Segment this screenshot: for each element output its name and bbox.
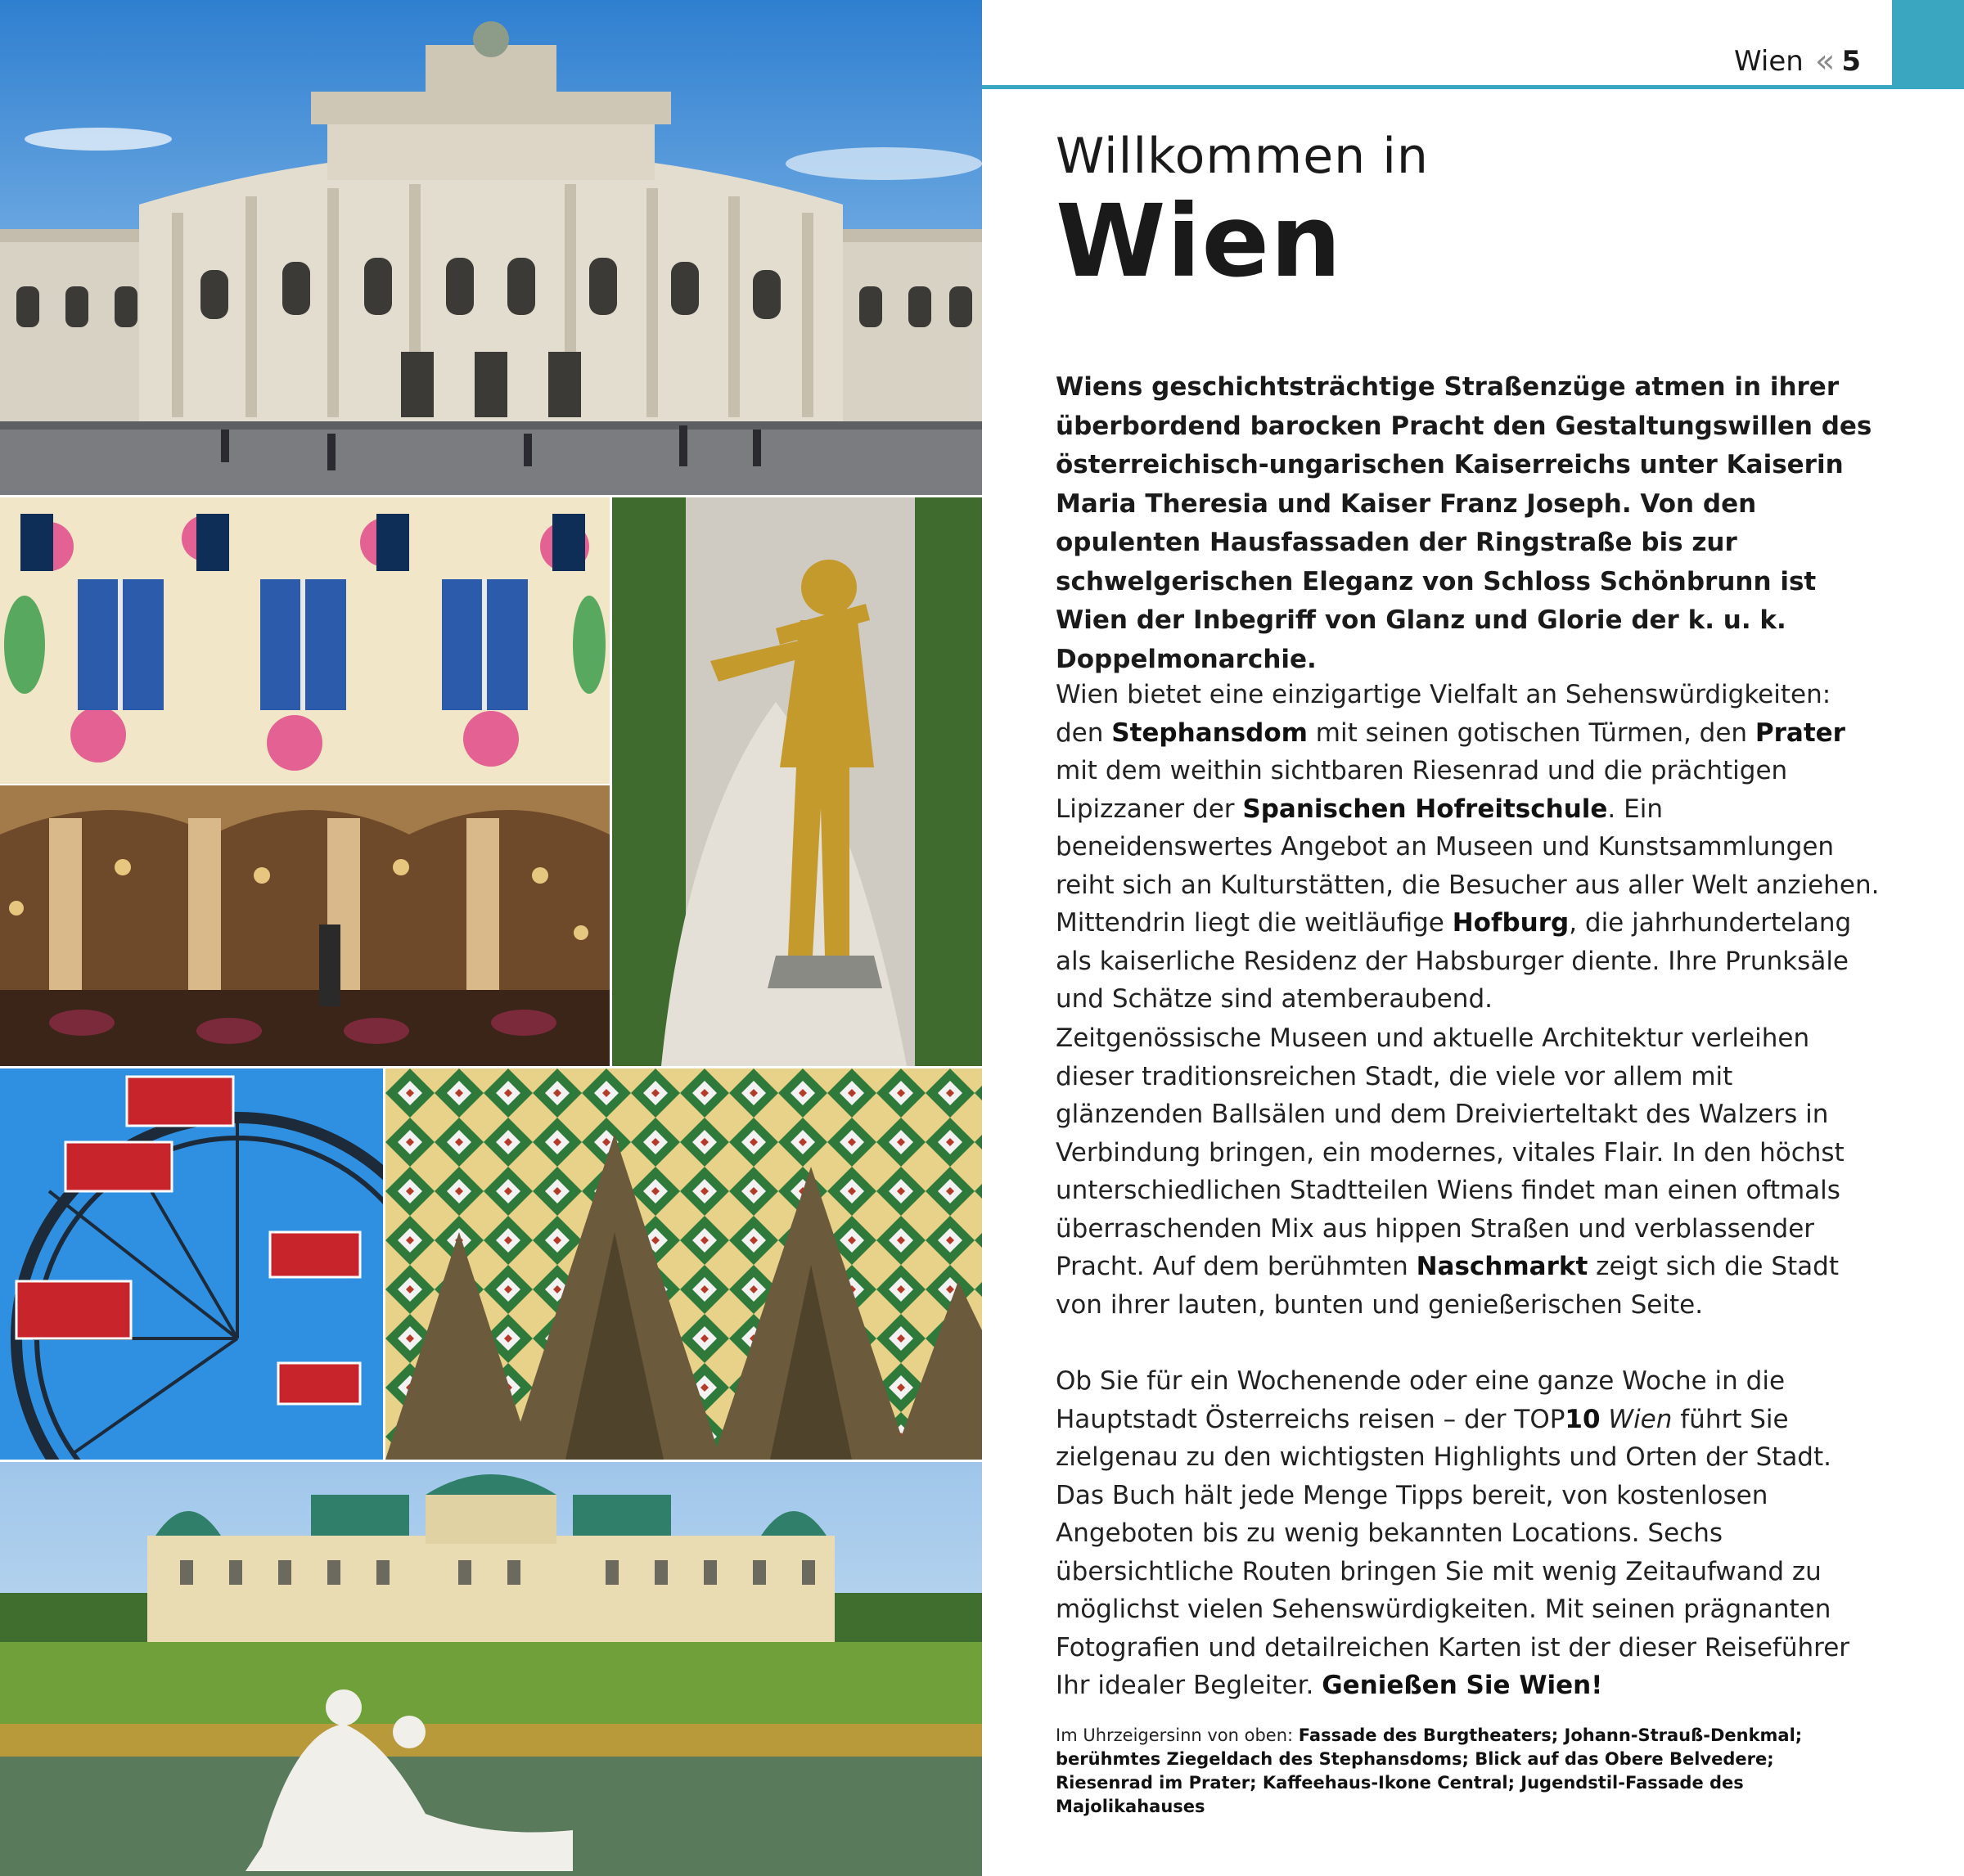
body-paragraph-2: [1056, 1019, 1882, 1324]
lead-paragraph: Wiens geschichtsträchtige Straßenzüge atmen in ihrer überbordend barocken Pracht den Gestaltungswillen des österreichisch-ungarischen Kaiserreichs unter Kaiserin Maria Theresia und Kaiser Franz Joseph. Von den opulenten Hausfassaden der Ringstraße bis zur schwelgerischen Eleganz von Schloss Schönbrunn ist Wien der Inbegriff von Glanz und Glorie der k. u. k. Doppelmonarchie.: [1056, 372, 1872, 674]
caption-intro: Im Uhrzeigersinn von oben:: [1056, 1725, 1299, 1745]
cafe-central-photo: [0, 785, 610, 1066]
bold-run: Stephansdom: [1111, 718, 1308, 748]
chevron-left-icon: «: [1814, 43, 1831, 80]
text-run: . Ein beneidenswertes Angebot an Museen und Kunstsammlungen reiht sich an Kulturstätten, die Besucher aus aller Welt anziehen. Mittendrin liegt die weitläufige: [1056, 794, 1880, 938]
stephansdom-roof-photo: [385, 1068, 982, 1460]
text-run: Zeitgenössische Museen und aktuelle Architektur verleihen dieser traditionsreichen Stadt, die viele vor allem mit glänzenden Ballsälen und dem Dreivierteltakt des Walzers in Verbindung bringen, ein modernes, vitales Flair. In den höchst unterschiedlichen Stadtteilen Wiens findet man einen oftmals überraschenden Mix aus hippen Straßen und verblassender Pracht. Auf dem berühmten: [1056, 1023, 1845, 1281]
riesenrad-photo: [0, 1068, 383, 1460]
bold-run: Prater: [1755, 718, 1845, 748]
photo-caption: [1056, 1724, 1858, 1819]
body-paragraph-1: [1056, 676, 1882, 1019]
text-run: , die jahrhundertelang als kaiserliche Residenz der Habsburger diente. Ihre Prunksäle und Schätze sind atemberaubend.: [1056, 908, 1852, 1014]
strauss-monument-photo: [612, 497, 982, 1066]
running-head: [1734, 43, 1861, 80]
text-run: zeigt sich die Stadt von ihrer lauten, bunten und genießerischen Seite.: [1056, 1252, 1839, 1320]
thumb-tab: [1892, 0, 1964, 89]
caption-items: Fassade des Burgtheaters; Johann-Strauß-Denkmal; berühmtes Ziegeldach des Stephansdoms; Blick auf das Obere Belvedere; Riesenrad im Prater; Kaffeehaus-Ikone Central; Jugendstil-Fassade des Majolikahauses: [1056, 1725, 1803, 1816]
bold-run: Genießen Sie Wien!: [1322, 1671, 1603, 1700]
belvedere-photo: [0, 1462, 982, 1876]
text-run: Ob Sie für ein Wochenende oder eine ganze Woche in die Hauptstadt Österreichs reisen – der TOP: [1056, 1366, 1786, 1434]
bold-run: Spanischen Hofreitschule: [1242, 794, 1608, 824]
bold-run: Naschmarkt: [1416, 1252, 1588, 1281]
page-number: 5: [1841, 45, 1861, 78]
text-run: Wien bietet eine einzigartige Vielfalt an Sehenswürdigkeiten: den: [1056, 680, 1831, 748]
text-run: führt Sie zielgenau zu den wichtigsten Highlights und Orten der Stadt. Das Buch hält jede Menge Tipps bereit, von kostenlosen Angeboten bis zu wenig bekannten Locations. Sechs übersichtliche Routen bringen Sie mit wenig Zeitaufwand zu möglichst vielen Sehenswürdigkeiten. Mit seinen prägnanten Fotografien und detailreichen Karten ist der dieser Reiseführer Ihr idealer Begleiter.: [1056, 1404, 1850, 1700]
burgtheater-photo: [0, 0, 982, 495]
body-paragraph-3: [1056, 1362, 1882, 1705]
title-line-1: Willkommen in: [1056, 128, 1429, 185]
running-title: Wien: [1734, 45, 1804, 78]
bold-run: 10: [1565, 1404, 1601, 1434]
majolikahaus-photo: [0, 497, 610, 784]
bold-run: Hofburg: [1452, 908, 1570, 938]
text-run: mit seinen gotischen Türmen, den: [1307, 718, 1755, 748]
header-rule: [982, 85, 1964, 89]
page-title: Wien: [1056, 183, 1342, 299]
text-run: mit dem weithin sichtbaren Riesenrad und die prächtigen Lipizzaner der: [1056, 756, 1788, 824]
italic-run: Wien: [1600, 1404, 1673, 1434]
